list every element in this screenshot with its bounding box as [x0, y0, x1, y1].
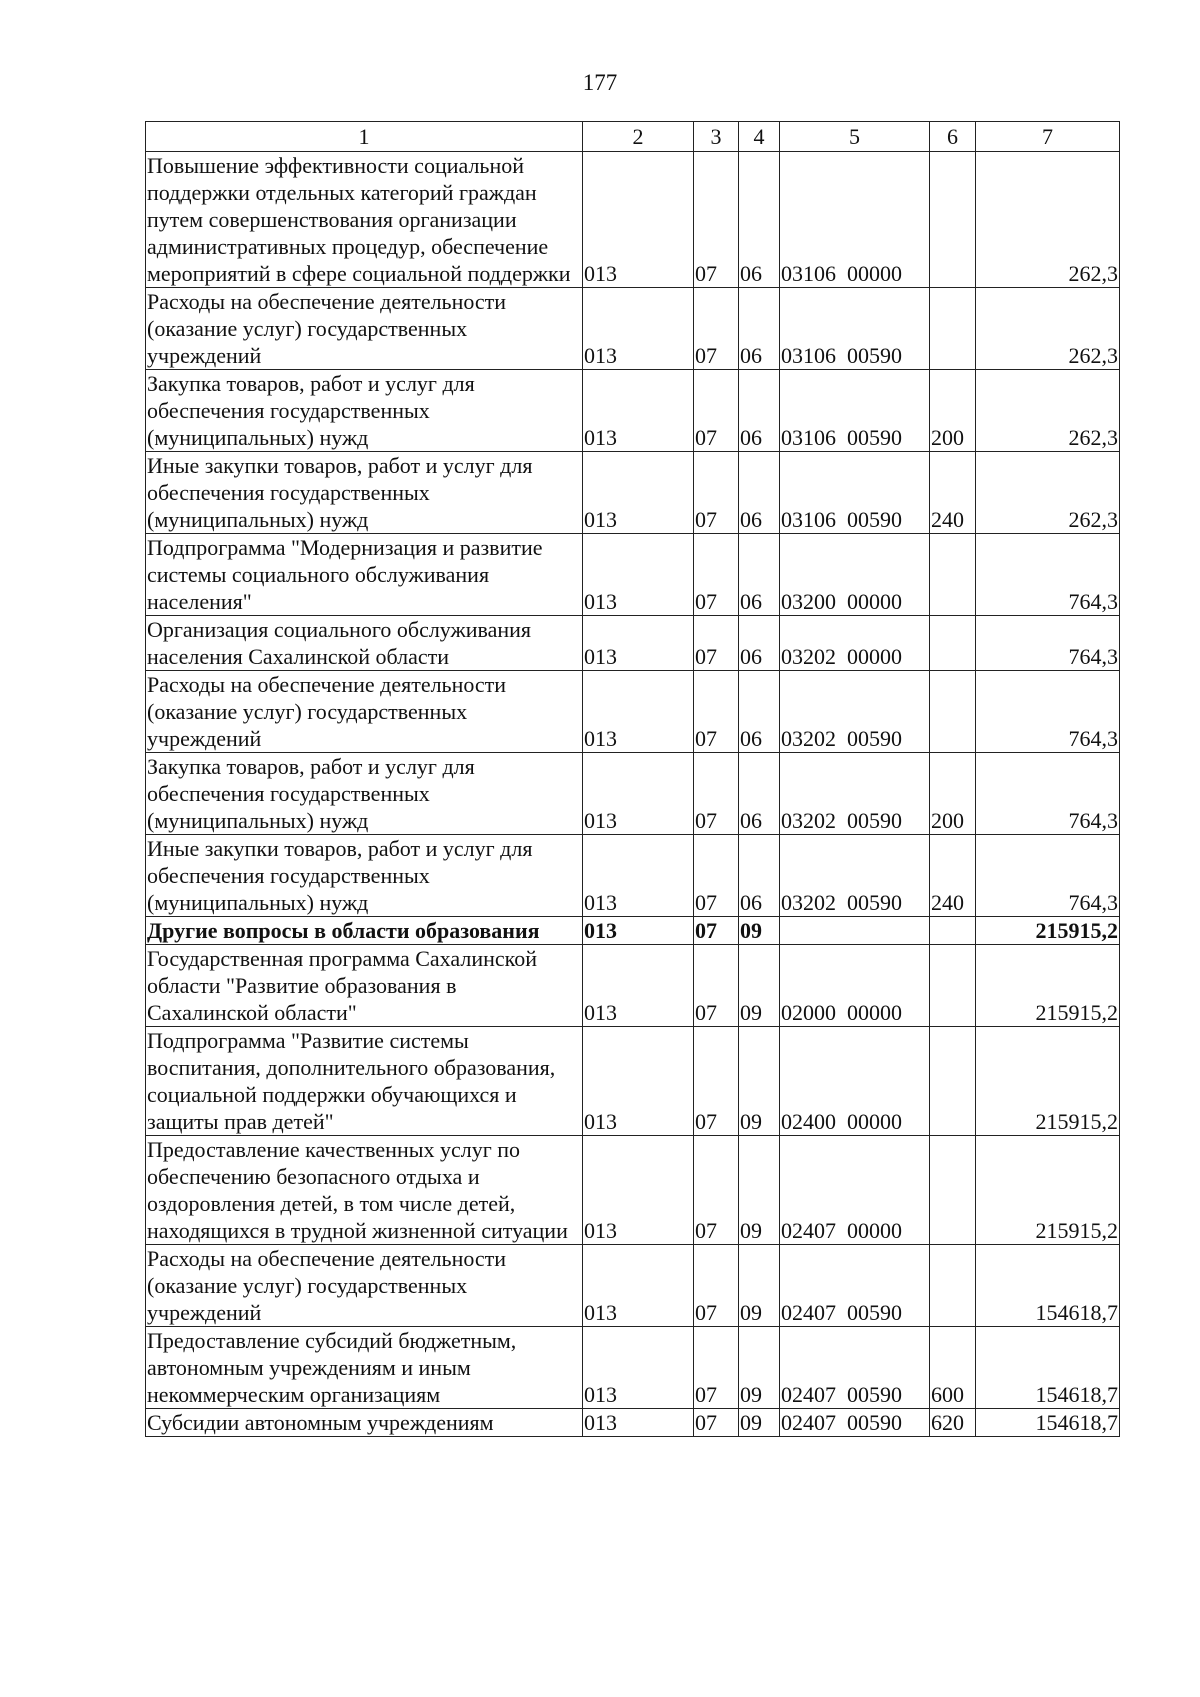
table-row [146, 152, 1120, 288]
row-name: Подпрограмма "Модернизация и развитие системы социального обслуживания населения" [146, 534, 583, 616]
row-col-6 [930, 288, 976, 370]
row-col-2: 013 [583, 370, 694, 452]
row-name: Закупка товаров, работ и услуг для обеспечения государственных (муниципальных) нужд [146, 753, 583, 835]
header-col-2: 2 [583, 122, 694, 152]
row-amount: 764,3 [976, 534, 1120, 616]
row-amount: 764,3 [976, 835, 1120, 917]
row-col-6 [930, 534, 976, 616]
row-col-4: 09 [739, 917, 780, 945]
row-col-2: 013 [583, 152, 694, 288]
row-col-5: 03202 00000 [780, 616, 930, 671]
row-col-4: 06 [739, 370, 780, 452]
row-col-4: 06 [739, 452, 780, 534]
row-col-5: 02000 00000 [780, 945, 930, 1027]
row-col-5: 02407 00590 [780, 1245, 930, 1327]
table-row [146, 835, 1120, 917]
row-col-3: 07 [694, 370, 739, 452]
row-col-6: 200 [930, 370, 976, 452]
row-name: Расходы на обеспечение деятельности (оказание услуг) государственных учреждений [146, 671, 583, 753]
row-col-2: 013 [583, 452, 694, 534]
row-col-2: 013 [583, 1409, 694, 1437]
row-name: Повышение эффективности социальной поддержки отдельных категорий граждан путем совершенствования организации административных процедур, обеспечение мероприятий в сфере социальной поддержки [146, 152, 583, 288]
row-amount: 764,3 [976, 616, 1120, 671]
row-col-3: 07 [694, 753, 739, 835]
row-amount: 154618,7 [976, 1327, 1120, 1409]
table-row [146, 1409, 1120, 1437]
row-col-3: 07 [694, 671, 739, 753]
row-col-2: 013 [583, 1136, 694, 1245]
row-name: Иные закупки товаров, работ и услуг для обеспечения государственных (муниципальных) нужд [146, 452, 583, 534]
row-col-2: 013 [583, 753, 694, 835]
row-col-2: 013 [583, 1327, 694, 1409]
row-col-2: 013 [583, 534, 694, 616]
row-amount: 764,3 [976, 671, 1120, 753]
table-row [146, 616, 1120, 671]
row-col-2: 013 [583, 1245, 694, 1327]
row-amount: 262,3 [976, 152, 1120, 288]
row-col-6 [930, 1027, 976, 1136]
row-col-3: 07 [694, 1136, 739, 1245]
row-amount: 154618,7 [976, 1245, 1120, 1327]
row-name: Другие вопросы в области образования [146, 917, 583, 945]
row-col-6 [930, 1136, 976, 1245]
row-amount: 262,3 [976, 452, 1120, 534]
row-col-5: 03202 00590 [780, 753, 930, 835]
row-name: Государственная программа Сахалинской области "Развитие образования в Сахалинской области" [146, 945, 583, 1027]
row-name: Подпрограмма "Развитие системы воспитания, дополнительного образования, социальной поддержки обучающихся и защиты прав детей" [146, 1027, 583, 1136]
row-col-2: 013 [583, 616, 694, 671]
row-col-5: 02400 00000 [780, 1027, 930, 1136]
row-amount: 154618,7 [976, 1409, 1120, 1437]
row-col-2: 013 [583, 917, 694, 945]
row-col-5: 03202 00590 [780, 835, 930, 917]
row-col-3: 07 [694, 1027, 739, 1136]
row-col-3: 07 [694, 945, 739, 1027]
row-col-4: 09 [739, 1245, 780, 1327]
row-col-2: 013 [583, 288, 694, 370]
row-col-4: 06 [739, 671, 780, 753]
table-row [146, 945, 1120, 1027]
row-name: Иные закупки товаров, работ и услуг для обеспечения государственных (муниципальных) нужд [146, 835, 583, 917]
row-col-4: 09 [739, 1409, 780, 1437]
row-col-6 [930, 671, 976, 753]
table-row [146, 1327, 1120, 1409]
row-col-6: 240 [930, 452, 976, 534]
row-name: Расходы на обеспечение деятельности (оказание услуг) государственных учреждений [146, 1245, 583, 1327]
table-row [146, 917, 1120, 945]
row-col-2: 013 [583, 671, 694, 753]
table-row [146, 1136, 1120, 1245]
row-col-6: 620 [930, 1409, 976, 1437]
table-row [146, 753, 1120, 835]
header-col-3: 3 [694, 122, 739, 152]
table-row [146, 288, 1120, 370]
header-row [146, 122, 1120, 152]
table-row [146, 534, 1120, 616]
row-col-5: 03106 00590 [780, 452, 930, 534]
row-col-6 [930, 616, 976, 671]
row-col-3: 07 [694, 616, 739, 671]
row-col-5: 03106 00590 [780, 288, 930, 370]
row-col-4: 06 [739, 152, 780, 288]
row-name: Предоставление субсидий бюджетным, автономным учреждениям и иным некоммерческим организациям [146, 1327, 583, 1409]
row-col-6: 600 [930, 1327, 976, 1409]
table-body [146, 152, 1120, 1437]
page-number: 177 [582, 70, 618, 95]
row-col-4: 09 [739, 1027, 780, 1136]
row-col-5: 03106 00000 [780, 152, 930, 288]
row-col-6 [930, 945, 976, 1027]
row-col-3: 07 [694, 534, 739, 616]
row-col-2: 013 [583, 1027, 694, 1136]
row-col-6: 200 [930, 753, 976, 835]
table-row [146, 1245, 1120, 1327]
header-col-1: 1 [146, 122, 583, 152]
row-name: Субсидии автономным учреждениям [146, 1409, 583, 1437]
row-amount: 262,3 [976, 288, 1120, 370]
row-col-5: 03202 00590 [780, 671, 930, 753]
row-col-5: 03106 00590 [780, 370, 930, 452]
row-col-5: 02407 00000 [780, 1136, 930, 1245]
row-col-3: 07 [694, 288, 739, 370]
table-row [146, 370, 1120, 452]
row-col-5: 03200 00000 [780, 534, 930, 616]
row-col-5: 02407 00590 [780, 1327, 930, 1409]
table-row [146, 452, 1120, 534]
row-col-3: 07 [694, 452, 739, 534]
table-row [146, 671, 1120, 753]
row-col-3: 07 [694, 152, 739, 288]
header-col-4: 4 [739, 122, 780, 152]
row-col-4: 06 [739, 753, 780, 835]
header-col-6: 6 [930, 122, 976, 152]
row-col-3: 07 [694, 1327, 739, 1409]
row-col-6 [930, 917, 976, 945]
header-col-5: 5 [780, 122, 930, 152]
row-col-3: 07 [694, 835, 739, 917]
row-col-4: 09 [739, 945, 780, 1027]
row-col-4: 09 [739, 1327, 780, 1409]
row-name: Организация социального обслуживания населения Сахалинской области [146, 616, 583, 671]
row-col-4: 06 [739, 835, 780, 917]
row-col-5 [780, 917, 930, 945]
row-col-2: 013 [583, 835, 694, 917]
row-amount: 215915,2 [976, 1136, 1120, 1245]
row-amount: 215915,2 [976, 1027, 1120, 1136]
row-col-6 [930, 1245, 976, 1327]
row-col-4: 06 [739, 288, 780, 370]
budget-table [145, 121, 1120, 1437]
row-col-4: 06 [739, 534, 780, 616]
row-name: Расходы на обеспечение деятельности (оказание услуг) государственных учреждений [146, 288, 583, 370]
row-amount: 215915,2 [976, 917, 1120, 945]
header-col-7: 7 [976, 122, 1120, 152]
row-col-4: 09 [739, 1136, 780, 1245]
row-col-3: 07 [694, 1409, 739, 1437]
row-name: Закупка товаров, работ и услуг для обеспечения государственных (муниципальных) нужд [146, 370, 583, 452]
row-col-5: 02407 00590 [780, 1409, 930, 1437]
row-col-4: 06 [739, 616, 780, 671]
row-amount: 764,3 [976, 753, 1120, 835]
row-amount: 215915,2 [976, 945, 1120, 1027]
row-col-6: 240 [930, 835, 976, 917]
table-row [146, 1027, 1120, 1136]
row-col-3: 07 [694, 917, 739, 945]
row-col-3: 07 [694, 1245, 739, 1327]
row-col-2: 013 [583, 945, 694, 1027]
row-col-6 [930, 152, 976, 288]
row-amount: 262,3 [976, 370, 1120, 452]
row-name: Предоставление качественных услуг по обеспечению безопасного отдыха и оздоровления детей, в том числе детей, находящихся в трудной жизненной ситуации [146, 1136, 583, 1245]
